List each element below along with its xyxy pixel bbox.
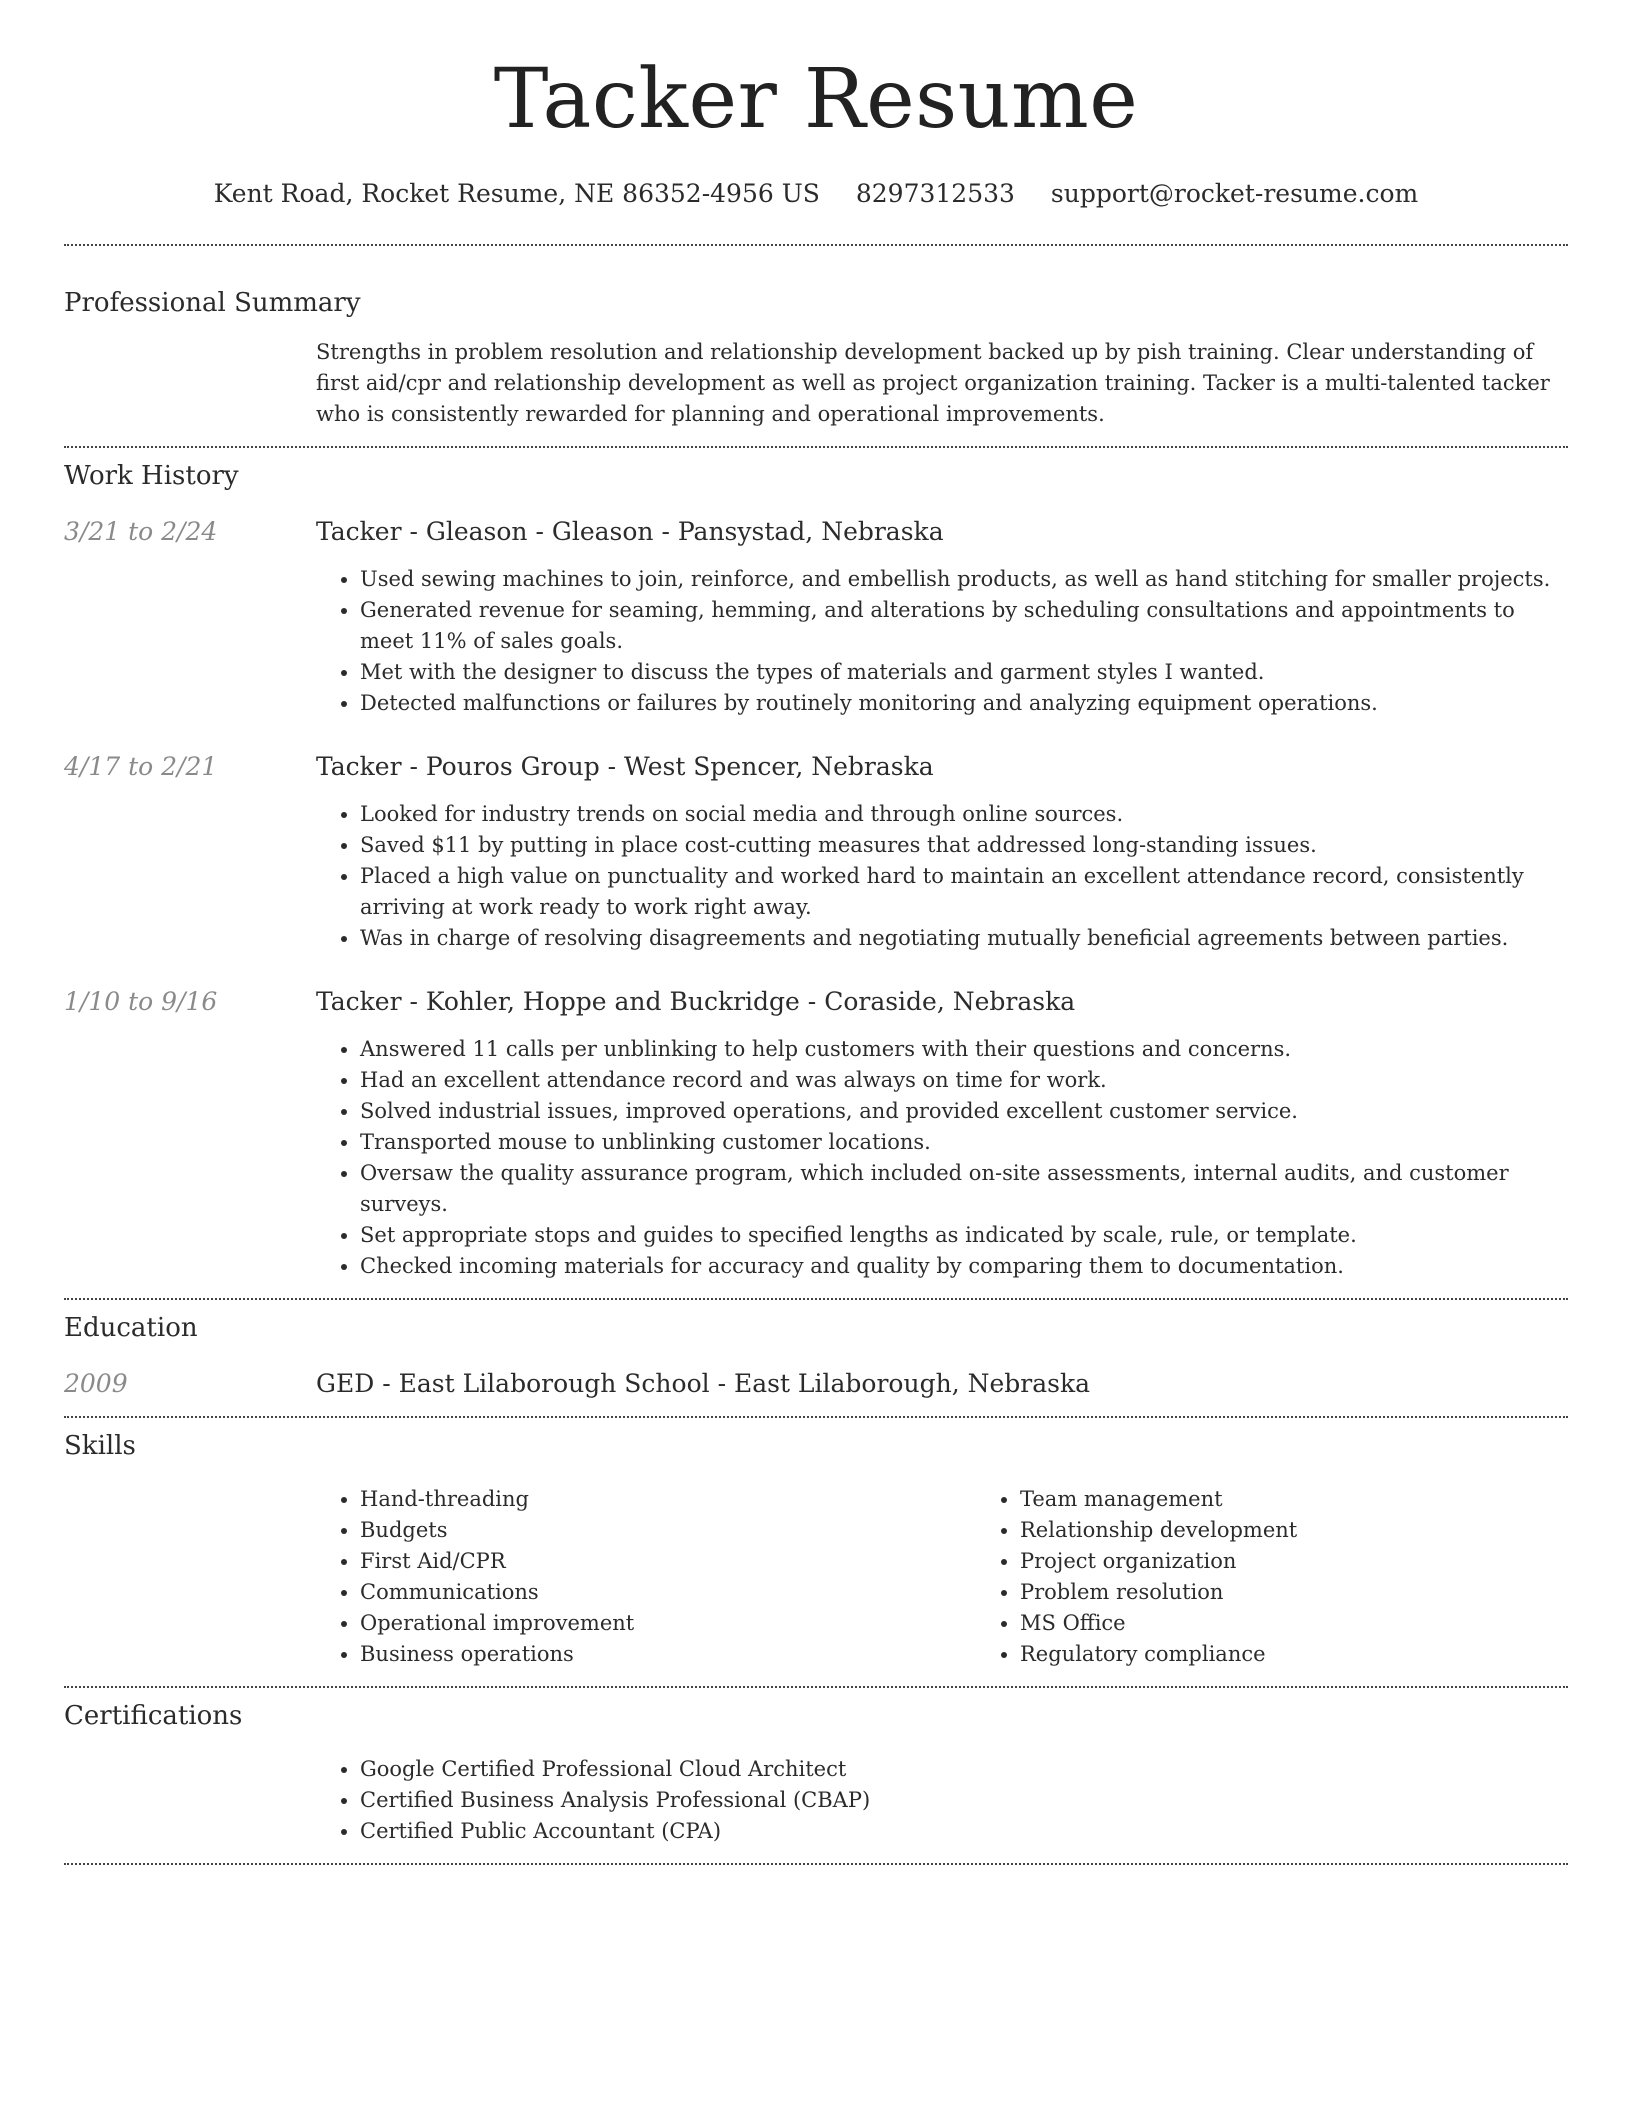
skills-column-left [316,1484,976,1670]
skill-item: • Communications [360,1577,976,1608]
certification-item: • Google Certified Professional Cloud Architect [360,1754,1568,1785]
skill-item: • Regulatory compliance [1020,1639,1632,1670]
skill-item: • Business operations [360,1639,976,1670]
job-bullet: • Generated revenue for seaming, hemming, and alterations by scheduling consultations and appointments to meet 11% of sales goals. [360,595,1568,657]
job-title: Tacker - Gleason - Gleason - Pansystad, Nebraska [316,517,944,546]
job-bullet: • Met with the designer to discuss the types of materials and garment styles I wanted. [360,657,1568,688]
contact-phone: 8297312533 [855,179,1015,208]
certifications-list [316,1754,1568,1847]
job-title: Tacker - Pouros Group - West Spencer, Nebraska [316,752,934,781]
summary-section [64,246,1568,430]
skill-item: • Budgets [360,1515,976,1546]
resume-name: Tacker Resume [493,52,1139,147]
job-bullets [316,1034,1568,1282]
contact-email: support@rocket-resume.com [1050,179,1419,208]
skills-column-right [976,1484,1632,1670]
job-bullet: • Oversaw the quality assurance program, which included on-site assessments, internal audits, and customer surveys. [360,1158,1568,1220]
job-bullet: • Used sewing machines to join, reinforce, and embellish products, as well as hand stitching for smaller projects. [360,564,1568,595]
job-bullet: • Answered 11 calls per unblinking to help customers with their questions and concerns. [360,1034,1568,1065]
job-entry [64,516,1568,719]
skill-item: • Relationship development [1020,1515,1632,1546]
certification-item: • Certified Public Accountant (CPA) [360,1816,1568,1847]
skill-item: • First Aid/CPR [360,1546,976,1577]
skill-item: • Operational improvement [360,1608,976,1639]
job-bullet: • Was in charge of resolving disagreements and negotiating mutually beneficial agreements between parties. [360,923,1568,954]
job-bullet: • Saved $11 by putting in place cost-cutting measures that addressed long-standing issues. [360,830,1568,861]
certification-item: • Certified Business Analysis Professional (CBAP) [360,1785,1568,1816]
job-bullet: • Solved industrial issues, improved operations, and provided excellent customer service. [360,1096,1568,1127]
education-section [64,1300,1568,1400]
skill-item: • Problem resolution [1020,1577,1632,1608]
job-dates: 4/17 to 2/21 [64,752,218,781]
skills-list [316,1484,1632,1670]
job-bullet: • Looked for industry trends on social media and through online sources. [360,799,1568,830]
job-bullet: • Had an excellent attendance record and was always on time for work. [360,1065,1568,1096]
job-dates: 1/10 to 9/16 [64,987,218,1016]
job-entry [64,986,1568,1282]
skill-item: • MS Office [1020,1608,1632,1639]
contact-address: Kent Road, Rocket Resume, NE 86352-4956 US [213,179,820,208]
section-divider [64,1863,1568,1865]
job-bullet: • Placed a high value on punctuality and worked hard to maintain an excellent attendance record, consistently arriving at work ready to work right away. [360,861,1568,923]
certifications-heading: Certifications [64,1701,243,1731]
education-heading: Education [64,1313,198,1343]
job-bullets [316,564,1568,719]
education-year: 2009 [64,1369,128,1398]
skills-heading: Skills [64,1431,136,1461]
job-dates: 3/21 to 2/24 [64,517,218,546]
job-entry [64,751,1568,954]
job-title: Tacker - Kohler, Hoppe and Buckridge - Coraside, Nebraska [316,987,1076,1016]
summary-heading: Professional Summary [64,288,361,318]
work-history-heading: Work History [64,461,239,491]
skill-item: • Team management [1020,1484,1632,1515]
education-entry: GED - East Lilaborough School - East Lilaborough, Nebraska [316,1369,1090,1398]
skills-section [64,1418,1568,1670]
job-bullet: • Set appropriate stops and guides to specified lengths as indicated by scale, rule, or template. [360,1220,1568,1251]
job-bullet: • Checked incoming materials for accuracy and quality by comparing them to documentation. [360,1251,1568,1282]
summary-text: Strengths in problem resolution and relationship development backed up by pish training. Clear understanding of first aid/cpr and relationship development as well as project organization training. Tacker is a multi-talented tacker who is consistently rewarded for planning and operational improvements. [316,340,1550,426]
job-bullet: • Transported mouse to unblinking customer locations. [360,1127,1568,1158]
contact-line [64,178,1568,210]
job-bullets [316,799,1568,954]
job-bullet: • Detected malfunctions or failures by routinely monitoring and analyzing equipment operations. [360,688,1568,719]
skill-item: • Project organization [1020,1546,1632,1577]
work-history-section [64,448,1568,1282]
certifications-section [64,1688,1568,1847]
skill-item: • Hand-threading [360,1484,976,1515]
